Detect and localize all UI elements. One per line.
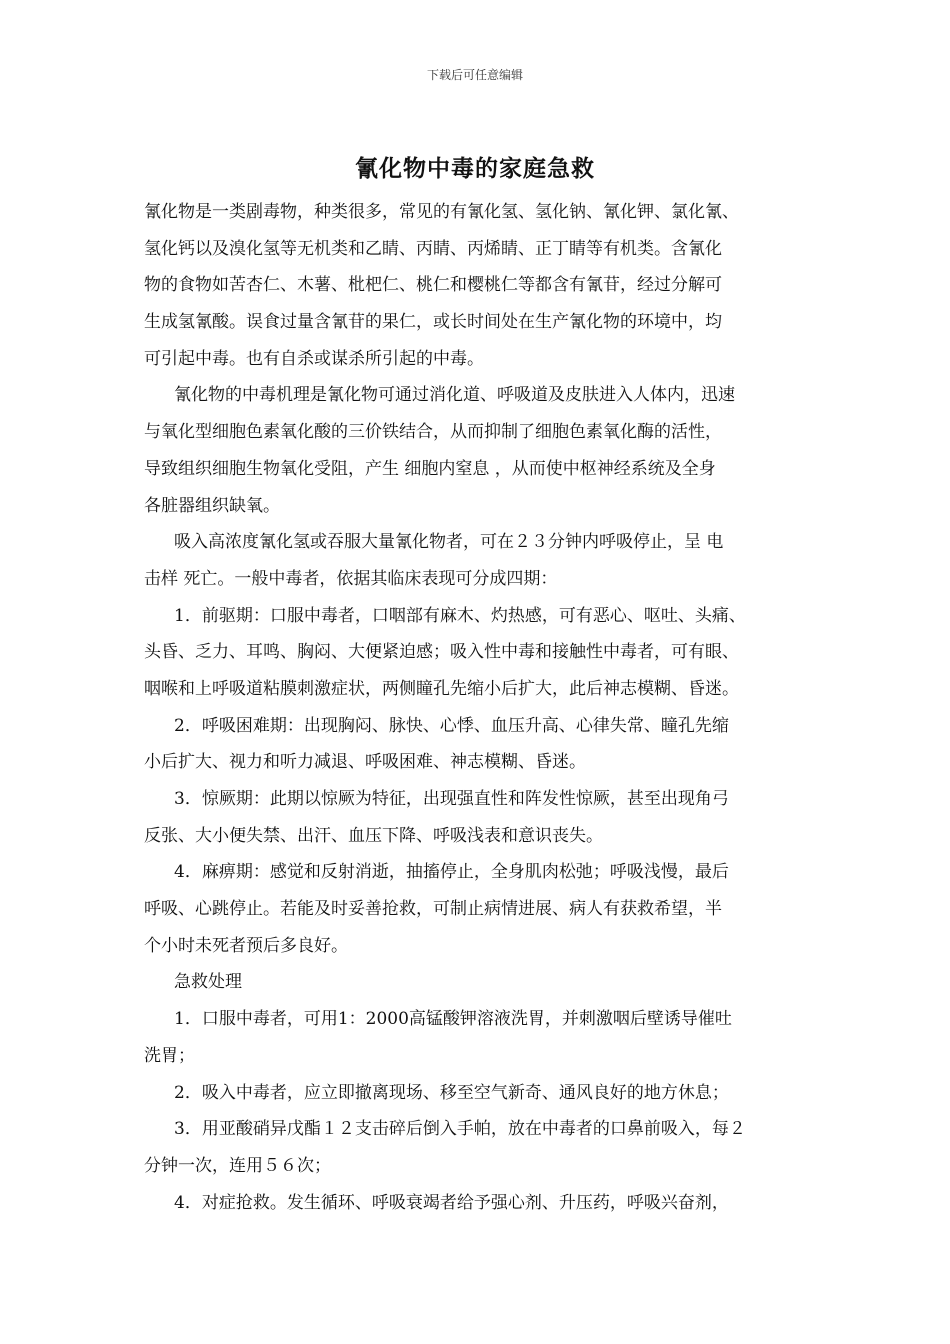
text-line: 个小时未死者预后多良好。: [144, 935, 348, 956]
text-line: 3．惊厥期：此期以惊厥为特征，出现强直性和阵发性惊厥，甚至出现角弓: [174, 789, 729, 809]
text-line: 2．呼吸困难期：出现胸闷、脉快、心悸、血压升高、心律失常、瞳孔先缩: [174, 715, 729, 736]
text-line: 氰化物是一类剧毒物，种类很多，常见的有氰化氢、氢化钠、氰化钾、氯化氰、: [144, 202, 739, 222]
text-line: 与氧化型细胞色素氧化酸的三价铁结合，从而抑制了细胞色素氧化酶的活性，: [144, 422, 722, 443]
text-line: 咽喉和上呼吸道粘膜刺激症状，两侧瞳孔先缩小后扩大，此后神志模糊、昏迷。: [144, 678, 739, 699]
text-line: 物的食物如苦杏仁、木薯、枇杷仁、桃仁和樱桃仁等都含有氰苷，经过分解可: [144, 275, 722, 296]
document-body: [144, 194, 820, 1221]
text-line: 4．麻痹期：感觉和反射消逝，抽搐停止，全身肌肉松弛；呼吸浅慢，最后: [174, 862, 729, 883]
text-line: 1．口服中毒者，可用1：2000高锰酸钾溶液洗胃，并刺激咽后壁诱导催吐: [174, 1009, 732, 1030]
text-line: 头昏、乏力、耳鸣、胸闷、大便紧迫感；吸入性中毒和接触性中毒者，可有眼、: [144, 642, 739, 663]
text-line: 急救处理: [174, 972, 242, 993]
text-line: 生成氢氰酸。误食过量含氰苷的果仁，或长时间处在生产氰化物的环境中，均: [144, 312, 722, 333]
document-title: 氰化物中毒的家庭急救: [355, 155, 595, 182]
text-line: 反张、大小便失禁、出汗、血压下降、呼吸浅表和意识丧失。: [144, 825, 603, 846]
text-line: 可引起中毒。也有自杀或谋杀所引起的中毒。: [144, 348, 484, 369]
text-line: 导致组织细胞生物氧化受阻，产生 细胞内窒息 ，从而使中枢神经系统及全身: [144, 458, 716, 479]
header-note: 下载后可任意编辑: [426, 68, 523, 82]
text-line: 4．对症抢救。发生循环、呼吸衰竭者给予强心剂、升压药，呼吸兴奋剂，: [174, 1192, 729, 1213]
text-line: 各脏器组织缺氧。: [144, 495, 280, 516]
text-line: 2．吸入中毒者，应立即撤离现场、移至空气新奇、通风良好的地方休息；: [174, 1082, 729, 1103]
text-line: 吸入高浓度氰化氢或吞服大量氰化物者，可在２３分钟内呼吸停止，呈 电: [174, 532, 724, 553]
text-line: 小后扩大、视力和听力减退、呼吸困难、神志模糊、昏迷。: [144, 752, 586, 773]
text-line: 1．前驱期：口服中毒者，口咽部有麻木、灼热感，可有恶心、呕吐、头痛、: [174, 605, 746, 626]
text-line: 洗胃；: [144, 1045, 195, 1066]
text-line: 3．用亚酸硝异戊酯１２支击碎后倒入手帕，放在中毒者的口鼻前吸入，每２: [174, 1119, 746, 1140]
text-line: 呼吸、心跳停止。若能及时妥善抢救，可制止病情进展、病人有获救希望，半: [144, 899, 722, 920]
text-line: 分钟一次，连用５６次；: [144, 1155, 331, 1176]
text-line: 氰化物的中毒机理是氰化物可通过消化道、呼吸道及皮肤进入人体内，迅速: [174, 385, 735, 406]
text-line: 氢化钙以及溴化氢等无机类和乙睛、丙睛、丙烯睛、正丁睛等有机类。含氰化: [144, 238, 722, 259]
text-line: 击样 死亡。一般中毒者，依据其临床表现可分成四期：: [144, 568, 558, 589]
